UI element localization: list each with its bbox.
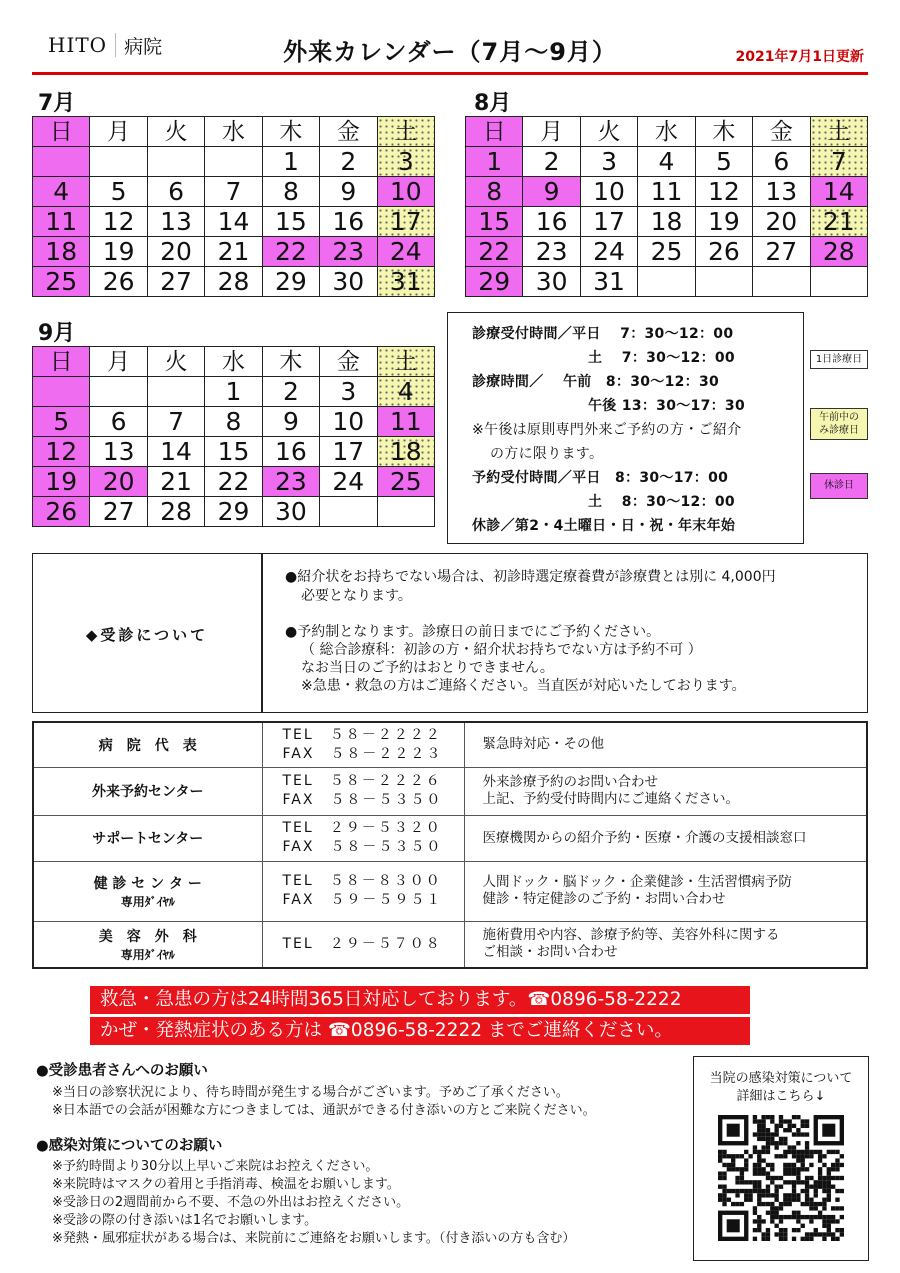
note-emergency: ※急患・救急の方はご連絡ください。当直医が対応いたしております。 <box>301 678 746 694</box>
tel-number[interactable]: TEL ５８－２２２２ <box>282 726 442 743</box>
booking-hours-weekday: 予約受付時間／平日 8：30～17：00 <box>472 470 729 486</box>
tel-number[interactable]: TEL ２９－５３２０ <box>282 820 442 836</box>
contact-row <box>33 861 867 921</box>
day-cell: 18 <box>638 207 695 237</box>
weekday-header: 金 <box>753 117 810 147</box>
weekday-header: 土 <box>810 117 867 147</box>
day-cell: 26 <box>90 267 147 297</box>
day-cell: 1 <box>262 147 319 177</box>
day-cell: 21 <box>205 237 262 267</box>
day-cell: 16 <box>320 207 377 237</box>
clinic-hours-am: 診療時間／ 午前 8：30～12：30 <box>472 374 720 390</box>
day-cell: 13 <box>147 207 204 237</box>
day-cell: 23 <box>320 237 377 267</box>
hospital-logo <box>48 30 162 60</box>
day-cell: 7 <box>810 147 867 177</box>
closed-days: 休診／第2・4土曜日・日・祝・年末年始 <box>472 518 736 534</box>
contact-name-label: 外来予約センター <box>92 784 204 800</box>
legend-full-day <box>810 350 868 369</box>
day-cell <box>810 267 867 297</box>
infection-item-4: ※受診の際の付き添いは1名でお願いします。 <box>52 1213 318 1228</box>
day-cell: 5 <box>33 407 90 437</box>
contact-phones <box>262 815 464 861</box>
day-cell: 30 <box>523 267 580 297</box>
day-cell: 2 <box>523 147 580 177</box>
contact-description <box>464 861 867 921</box>
tel-number[interactable]: TEL ５８－８３００ <box>282 873 442 889</box>
tel-number[interactable]: TEL ５８－２２２６ <box>282 773 442 789</box>
day-cell: 11 <box>377 407 434 437</box>
day-cell: 21 <box>810 207 867 237</box>
day-cell: 25 <box>377 467 434 497</box>
weekday-header: 日 <box>466 117 523 147</box>
legend-full-day-label: 1日診療日 <box>815 354 863 365</box>
weekday-header: 月 <box>90 347 147 377</box>
day-cell: 11 <box>33 207 90 237</box>
day-cell: 4 <box>377 377 434 407</box>
day-cell: 1 <box>466 147 523 177</box>
day-cell: 27 <box>90 497 147 527</box>
infection-heading: ●感染対策についてのお願い <box>36 1138 223 1154</box>
day-cell: 26 <box>33 497 90 527</box>
contact-phones <box>262 767 464 815</box>
weekday-header: 金 <box>320 347 377 377</box>
consultation-notes <box>32 553 868 713</box>
description-line: 健診・特定健診のご予約・お問い合わせ <box>482 891 726 907</box>
contact-name <box>33 921 262 968</box>
day-cell: 3 <box>580 147 637 177</box>
day-cell <box>33 377 90 407</box>
description-line: ご相談・お問い合わせ <box>482 944 618 961</box>
day-cell <box>205 147 262 177</box>
day-cell <box>90 147 147 177</box>
infection-item-3: ※受診日の2週間前から不要、不急の外出はお控えください。 <box>52 1195 410 1210</box>
day-cell: 10 <box>580 177 637 207</box>
september-calendar <box>32 346 435 527</box>
contact-table <box>32 721 868 969</box>
description-line: 緊急時対応・その他 <box>482 736 604 753</box>
qr-caption-arrow: 詳細はこちら↓ <box>736 1089 826 1104</box>
august-label: 8月 <box>474 91 512 116</box>
description-line: 人間ドック・脳ドック・企業健診・生活習慣病予防 <box>482 874 792 890</box>
day-cell: 3 <box>377 147 434 177</box>
day-cell: 17 <box>320 437 377 467</box>
day-cell: 16 <box>262 437 319 467</box>
day-cell: 2 <box>262 377 319 407</box>
contact-row <box>33 815 867 861</box>
july-label: 7月 <box>38 91 76 116</box>
description-line: 上記、予約受付時間内にご連絡ください。 <box>482 791 739 807</box>
qr-box <box>693 1056 869 1261</box>
day-cell: 26 <box>695 237 752 267</box>
logo-kind: 病院 <box>124 35 163 58</box>
july-calendar <box>32 116 435 297</box>
description-line: 外来診療予約のお問い合わせ <box>482 774 658 790</box>
day-cell: 13 <box>753 177 810 207</box>
day-cell: 22 <box>262 237 319 267</box>
contact-phones <box>262 722 464 767</box>
day-cell: 24 <box>580 237 637 267</box>
contact-description <box>464 722 867 767</box>
day-cell: 28 <box>147 497 204 527</box>
day-cell: 31 <box>580 267 637 297</box>
note-general: （ 総合診療科：初診の方・紹介状お持ちでない方は予約不可 ） <box>301 642 702 658</box>
contact-name-label: 美 容 外 科 <box>98 928 197 945</box>
notes-divider <box>261 554 263 712</box>
hours-info-box <box>447 312 804 544</box>
september-label: 9月 <box>38 321 76 346</box>
infection-item-5: ※発熱・風邪症状がある場合は、来院前にご連絡をお願いします。（付き添いの方も含む） <box>52 1231 576 1246</box>
qr-caption: 当院の感染対策について <box>709 1071 853 1086</box>
day-cell: 17 <box>377 207 434 237</box>
day-cell: 22 <box>466 237 523 267</box>
notes-caption: ◆受診について <box>85 626 209 644</box>
weekday-header: 月 <box>523 117 580 147</box>
note-referral-cont: 必要となります。 <box>301 588 412 604</box>
logo-brand: HITO <box>48 33 108 57</box>
day-cell <box>320 497 377 527</box>
weekday-header: 水 <box>205 117 262 147</box>
contact-row <box>33 921 867 968</box>
day-cell: 25 <box>33 267 90 297</box>
day-cell: 12 <box>90 207 147 237</box>
day-cell: 11 <box>638 177 695 207</box>
day-cell: 23 <box>523 237 580 267</box>
day-cell: 14 <box>147 437 204 467</box>
tel-number[interactable]: TEL ２９－５７０８ <box>282 935 442 952</box>
day-cell: 18 <box>33 237 90 267</box>
reception-hours-saturday: 土 7：30～12：00 <box>588 350 735 366</box>
day-cell: 16 <box>523 207 580 237</box>
day-cell: 20 <box>753 207 810 237</box>
contact-name-label: サポートセンター <box>92 831 204 847</box>
day-cell: 7 <box>205 177 262 207</box>
day-cell: 6 <box>753 147 810 177</box>
weekday-header: 土 <box>377 347 434 377</box>
day-cell: 2 <box>320 147 377 177</box>
weekday-header: 木 <box>262 347 319 377</box>
day-cell: 5 <box>695 147 752 177</box>
day-cell: 28 <box>810 237 867 267</box>
weekday-header: 水 <box>638 117 695 147</box>
page-title: 外来カレンダー（7月～9月） <box>283 38 617 66</box>
day-cell: 3 <box>320 377 377 407</box>
fax-number: FAX ５８－２２２３ <box>282 745 443 762</box>
day-cell <box>377 497 434 527</box>
contact-name <box>33 861 262 921</box>
day-cell: 31 <box>377 267 434 297</box>
weekday-header: 月 <box>90 117 147 147</box>
day-cell: 27 <box>147 267 204 297</box>
logo-divider <box>115 33 116 57</box>
day-cell <box>695 267 752 297</box>
day-cell <box>638 267 695 297</box>
weekday-header: 火 <box>580 117 637 147</box>
day-cell: 1 <box>205 377 262 407</box>
day-cell: 10 <box>320 407 377 437</box>
day-cell: 12 <box>695 177 752 207</box>
day-cell: 19 <box>90 237 147 267</box>
contact-phones <box>262 921 464 968</box>
day-cell <box>147 147 204 177</box>
day-cell: 29 <box>262 267 319 297</box>
infection-item-2: ※来院時はマスクの着用と手指消毒、検温をお願いします。 <box>52 1177 400 1192</box>
day-cell: 17 <box>580 207 637 237</box>
fax-number: FAX ５８－５３５０ <box>282 792 443 808</box>
weekday-header: 日 <box>33 117 90 147</box>
day-cell: 19 <box>33 467 90 497</box>
day-cell: 9 <box>262 407 319 437</box>
day-cell <box>33 147 90 177</box>
weekday-header: 水 <box>205 347 262 377</box>
legend-morning-line1: 午前中の <box>819 412 859 423</box>
day-cell: 19 <box>695 207 752 237</box>
day-cell: 22 <box>205 467 262 497</box>
day-cell: 15 <box>262 207 319 237</box>
header-divider <box>32 72 868 75</box>
contact-name-label: 病 院 代 表 <box>98 737 197 754</box>
updated-date: 2021年7月1日更新 <box>735 49 864 65</box>
legend-closed-label: 休診日 <box>824 480 854 491</box>
day-cell: 18 <box>377 437 434 467</box>
note-reservation: ●予約制となります。診療日の前日までにご予約ください。 <box>285 624 661 640</box>
day-cell: 8 <box>262 177 319 207</box>
weekday-header: 木 <box>262 117 319 147</box>
day-cell: 20 <box>90 467 147 497</box>
contact-name <box>33 767 262 815</box>
august-calendar <box>465 116 868 297</box>
request-interpreter: ※日本語での会話が困難な方につきましては、通訳ができる付き添いの方とご来院ください。 <box>52 1103 596 1118</box>
note-same-day: なお当日のご予約はおとりできません。 <box>301 660 554 676</box>
contact-description <box>464 815 867 861</box>
afternoon-note: ※午後は原則専門外来ご予約の方・ご紹介 <box>472 422 742 438</box>
note-referral: ●紹介状をお持ちでない場合は、初診時選定療養費が診療費とは別に 4,000円 <box>285 569 776 585</box>
day-cell <box>147 377 204 407</box>
description-line: 施術費用や内容、診療予約等、美容外科に関する <box>482 927 780 944</box>
day-cell <box>753 267 810 297</box>
day-cell: 30 <box>320 267 377 297</box>
day-cell: 6 <box>147 177 204 207</box>
day-cell: 6 <box>90 407 147 437</box>
day-cell: 27 <box>753 237 810 267</box>
weekday-header: 土 <box>377 117 434 147</box>
contact-row <box>33 767 867 815</box>
contact-name <box>33 722 262 767</box>
day-cell: 7 <box>147 407 204 437</box>
day-cell: 30 <box>262 497 319 527</box>
dedicated-dial-label: 専用ﾀﾞｲﾔﾙ <box>120 894 175 909</box>
day-cell: 25 <box>638 237 695 267</box>
emergency-banner: 救急・急患の方は24時間365日対応しております。☎0896-58-2222 <box>90 986 750 1014</box>
day-cell <box>90 377 147 407</box>
contact-phones <box>262 861 464 921</box>
qr-code-icon[interactable] <box>718 1115 844 1241</box>
day-cell: 12 <box>33 437 90 467</box>
day-cell: 20 <box>147 237 204 267</box>
day-cell: 23 <box>262 467 319 497</box>
infection-item-1: ※予約時間より30分以上早いご来院はお控えください。 <box>52 1159 379 1174</box>
fax-number: FAX ５９－５９５１ <box>282 892 443 908</box>
day-cell: 10 <box>377 177 434 207</box>
legend-morning-only <box>810 408 868 440</box>
day-cell: 9 <box>320 177 377 207</box>
contact-row <box>33 722 867 767</box>
contact-name <box>33 815 262 861</box>
request-wait-time: ※当日の診察状況により、待ち時間が発生する場合がございます。予めご了承ください。 <box>52 1085 569 1100</box>
weekday-header: 木 <box>695 117 752 147</box>
fever-banner: かぜ・発熱症状のある方は ☎0896-58-2222 までご連絡ください。 <box>90 1017 750 1045</box>
clinic-hours-pm: 午後 13：30～17：30 <box>588 398 746 414</box>
contact-name-label: 健 診 セ ン タ ー <box>93 875 202 892</box>
day-cell: 9 <box>523 177 580 207</box>
weekday-header: 火 <box>147 347 204 377</box>
legend-morning-line2: み診療日 <box>819 425 859 436</box>
day-cell: 28 <box>205 267 262 297</box>
day-cell: 4 <box>638 147 695 177</box>
weekday-header: 火 <box>147 117 204 147</box>
day-cell: 5 <box>90 177 147 207</box>
day-cell: 21 <box>147 467 204 497</box>
contact-description <box>464 767 867 815</box>
description-line: 医療機関からの紹介予約・医療・介護の支援相談窓口 <box>482 829 807 846</box>
day-cell: 24 <box>320 467 377 497</box>
day-cell: 14 <box>810 177 867 207</box>
weekday-header: 金 <box>320 117 377 147</box>
patient-requests-heading: ●受診患者さんへのお願い <box>36 1063 208 1079</box>
dedicated-dial-label: 専用ﾀﾞｲﾔﾙ <box>120 947 175 962</box>
day-cell: 24 <box>377 237 434 267</box>
weekday-header: 日 <box>33 347 90 377</box>
fax-number: FAX ５８－５３５０ <box>282 839 443 855</box>
afternoon-note-cont: の方に限ります。 <box>490 446 604 462</box>
legend-closed <box>810 473 868 499</box>
day-cell: 4 <box>33 177 90 207</box>
booking-hours-saturday: 土 8：30～12：00 <box>588 494 735 510</box>
day-cell: 15 <box>466 207 523 237</box>
reception-hours-weekday: 診療受付時間／平日 7：30～12：00 <box>472 326 734 342</box>
day-cell: 29 <box>466 267 523 297</box>
day-cell: 8 <box>466 177 523 207</box>
day-cell: 14 <box>205 207 262 237</box>
contact-description <box>464 921 867 968</box>
day-cell: 15 <box>205 437 262 467</box>
day-cell: 13 <box>90 437 147 467</box>
day-cell: 8 <box>205 407 262 437</box>
day-cell: 29 <box>205 497 262 527</box>
